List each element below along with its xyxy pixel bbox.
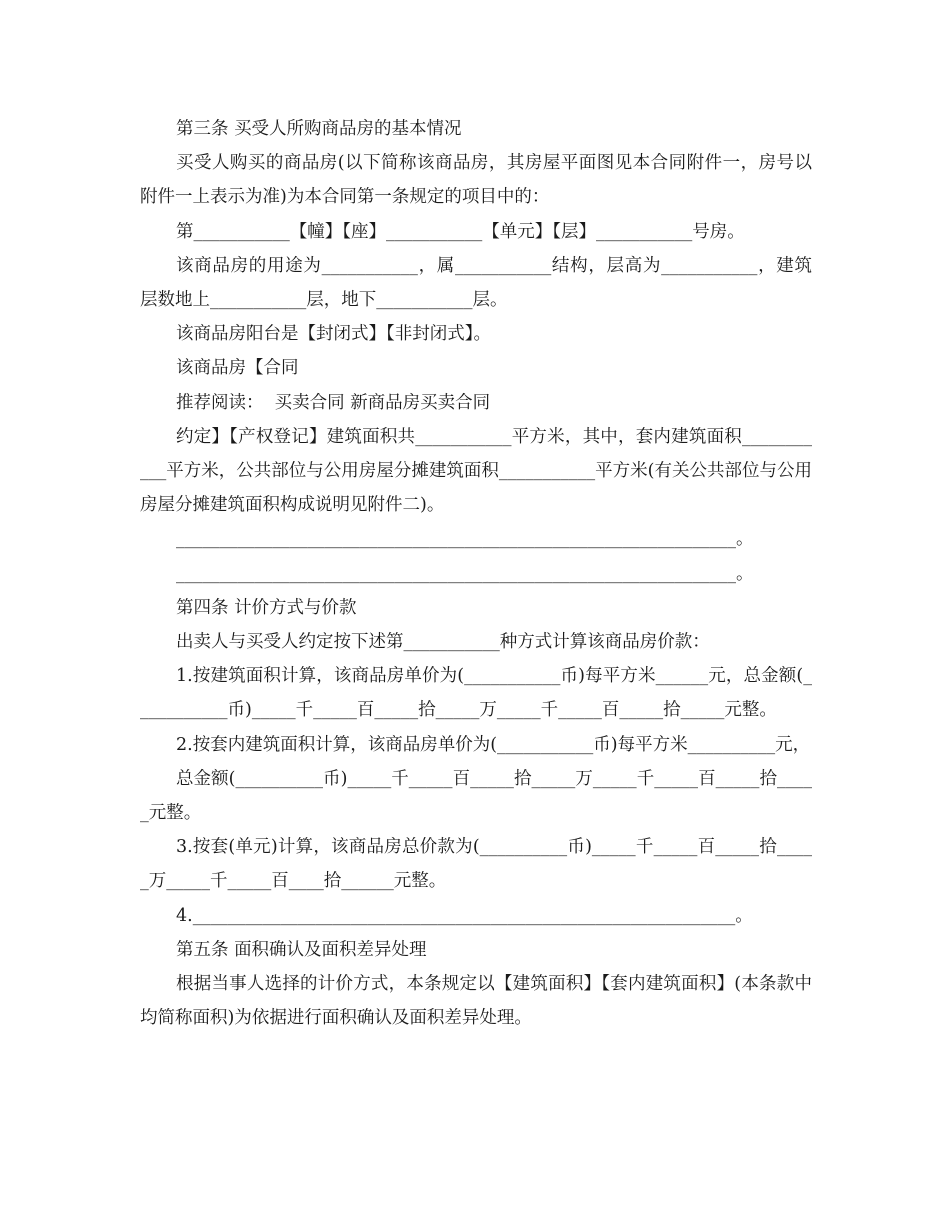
article-5-paragraph: 根据当事人选择的计价方式，本条规定以【建筑面积】【套内建筑面积】(本条款中均简称面积)为依据进行面积确认及面积差异处理。	[140, 974, 812, 1029]
article-4-item: 1.按建筑面积计算，该商品房单价为(___________币)每平方米______元，总金额(___________币)_____千_____百_____拾_____万_____千_____百_____拾_____元整。	[140, 666, 812, 721]
article-4-item: 4.______________________________________________________________。	[176, 905, 753, 926]
article-4-item: 2.按套内建筑面积计算，该商品房单价为(___________币)每平方米__________元，	[176, 734, 811, 755]
article-4-heading: 第四条 计价方式与价款	[176, 597, 357, 618]
article-5-heading: 第五条 面积确认及面积差异处理	[176, 939, 427, 960]
article-4-item: 3.按套(单元)计算，该商品房总价款为(__________币)_____千_____百_____拾_____万_____千_____百____拾______元整。	[140, 837, 812, 892]
article-3-paragraph: 约定】【产权登记】建筑面积共___________平方米，其中，套内建筑面积___________平方米，公共部位与公用房屋分摊建筑面积___________平方米(有关公共部位与公用房屋分摊建筑面积构成说明见附件二)。	[140, 426, 812, 516]
blank-fill-line: ________________________________________________________________。	[176, 529, 754, 550]
article-4-item: 总金额(__________币)_____千_____百_____拾_____万_____千_____百_____拾_____元整。	[140, 768, 812, 824]
recommended-reading-line: 推荐阅读： 买卖合同 新商品房买卖合同	[176, 392, 491, 413]
article-4-paragraph: 出卖人与买受人约定按下述第___________种方式计算该商品房价款：	[176, 632, 710, 653]
article-3-paragraph: 买受人购买的商品房(以下简称该商品房，其房屋平面图见本合同附件一，房号以附件一上表示为准)为本合同第一条规定的项目中的：	[140, 153, 812, 208]
article-3-paragraph: 第___________【幢】【座】___________【单元】【层】___________号房。	[176, 221, 745, 242]
blank-fill-line: ________________________________________________________________。	[176, 563, 754, 584]
article-3-paragraph: 该商品房阳台是【封闭式】【非封闭式】。	[176, 324, 491, 345]
article-3-paragraph: 该商品房的用途为___________，属___________结构，层高为___________，建筑层数地上___________层，地下___________层。	[140, 255, 812, 311]
article-3-heading: 第三条 买受人所购商品房的基本情况	[176, 119, 462, 139]
contract-page	[140, 112, 812, 1035]
article-3-paragraph: 该商品房【合同	[176, 358, 299, 379]
